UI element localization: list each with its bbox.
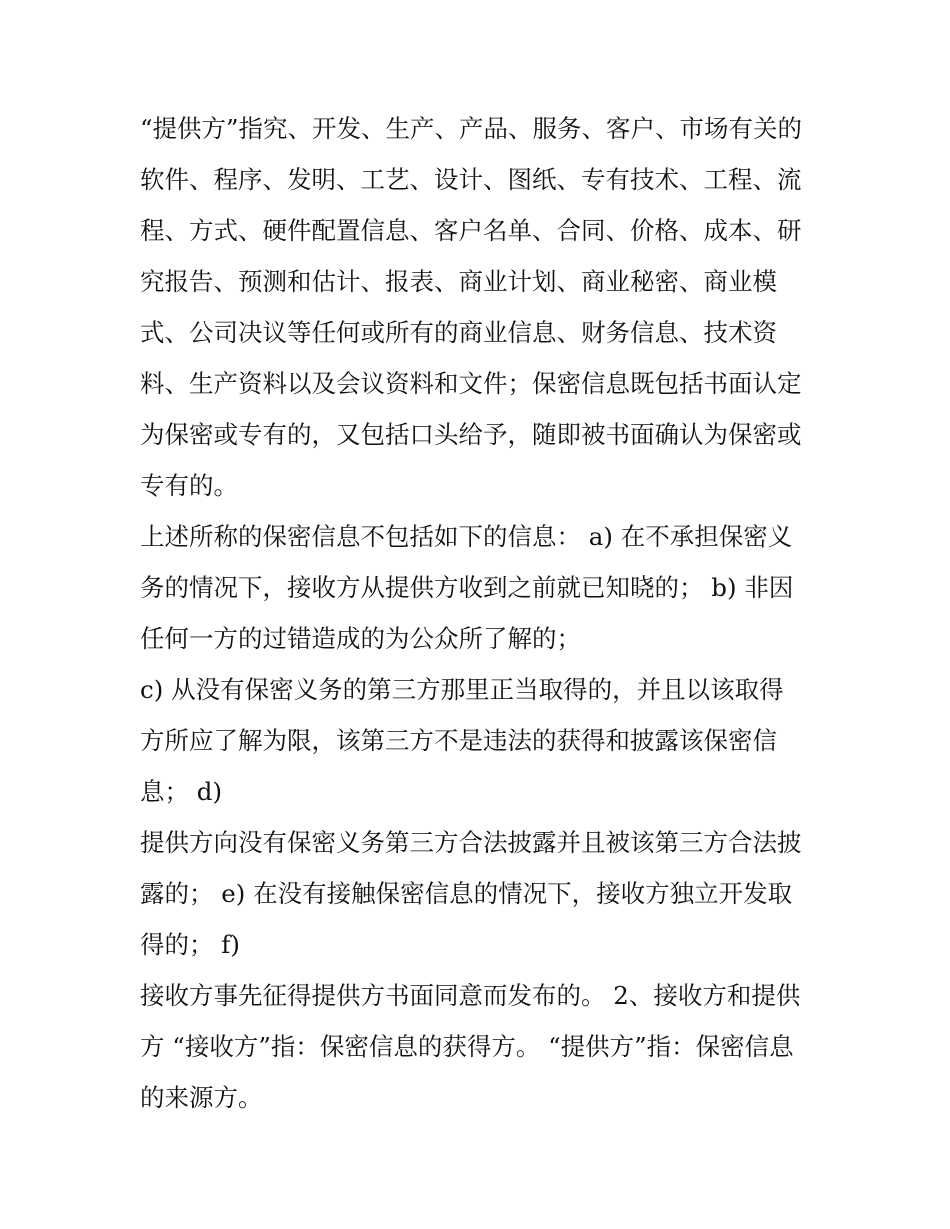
text-line: 式、公司决议等任何或所有的商业信息、财务信息、技术资 — [140, 318, 777, 347]
text-line: 露的； e) 在没有接触保密信息的情况下，接收方独立开发取 — [140, 879, 793, 908]
text-line: 专有的。 — [140, 471, 238, 500]
text-line: 提供方向没有保密义务第三方合法披露并且被该第三方合法披 — [140, 828, 802, 857]
text-line: 接收方事先征得提供方书面同意而发布的。 2、接收方和提供 — [140, 981, 801, 1010]
text-line: 方所应了解为限，该第三方不是违法的获得和披露该保密信 — [140, 726, 777, 755]
text-line: 软件、程序、发明、工艺、设计、图纸、专有技术、工程、流 — [140, 165, 802, 194]
text-line: 为保密或专有的，又包括口头给予，随即被书面确认为保密或 — [140, 420, 802, 449]
text-line: 得的； f) — [140, 930, 240, 959]
text-line: 方 “接收方”指：保密信息的获得方。 “提供方”指：保密信息 — [140, 1032, 794, 1061]
text-line: 息； d) — [140, 777, 223, 806]
text-line: c) 从没有保密义务的第三方那里正当取得的，并且以该取得 — [140, 675, 784, 704]
text-line: 的来源方。 — [140, 1083, 263, 1112]
text-line: 上述所称的保密信息不包括如下的信息： a) 在不承担保密义 — [140, 522, 793, 551]
text-line: 务的情况下，接收方从提供方收到之前就已知晓的； b) 非因 — [140, 573, 794, 602]
text-line: “提供方”指究、开发、生产、产品、服务、客户、市场有关的 — [140, 114, 803, 143]
text-line: 任何一方的过错造成的为公众所了解的； — [140, 624, 581, 653]
text-line: 程、方式、硬件配置信息、客户名单、合同、价格、成本、研 — [140, 216, 802, 245]
text-line: 究报告、预测和估计、报表、商业计划、商业秘密、商业模 — [140, 267, 777, 296]
document-body — [140, 103, 820, 1123]
text-line: 料、生产资料以及会议资料和文件；保密信息既包括书面认定 — [140, 369, 802, 398]
